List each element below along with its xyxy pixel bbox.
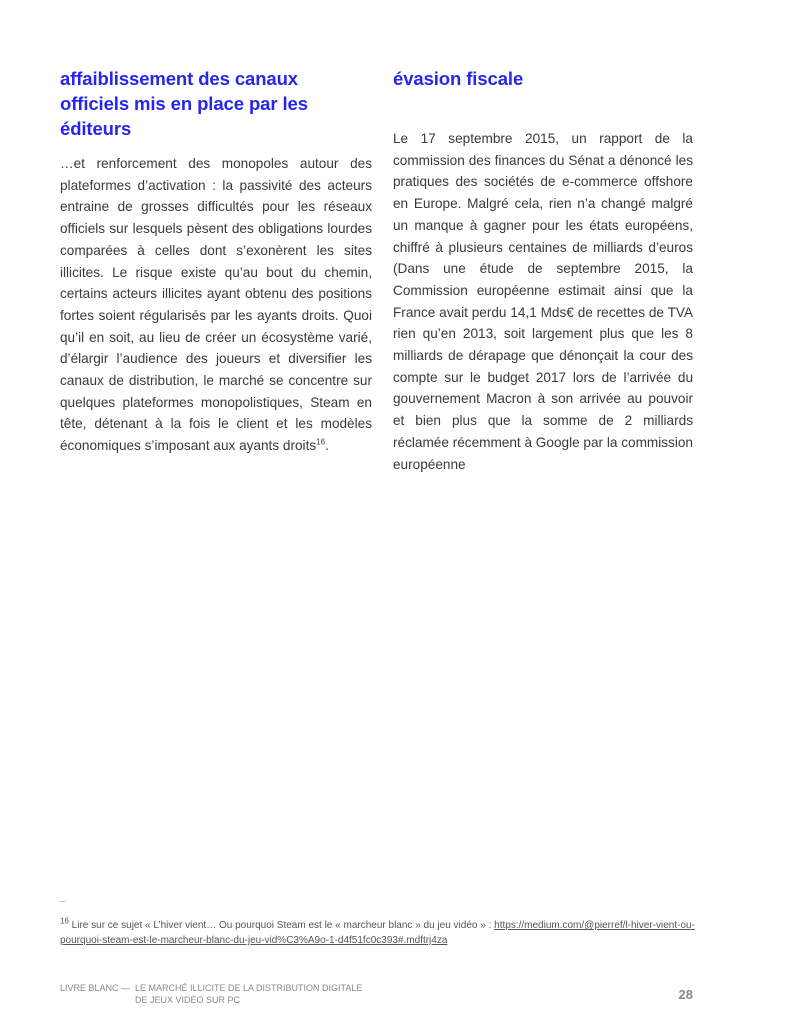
body-paragraph: …et renforcement des monopoles autour des plateformes d’activation : la passivité des acteurs entraine de grosses difficultés pour les réseaux officiels sur lesquels pèsent des obligations lourdes comparées à celles dont s’exonèrent les sites illicites. Le risque existe qu’au bout du chemin, certains acteurs illicites ayant obtenu des positions fortes soient régularisés par les ayants droits. Quoi qu’il en soit, au lieu de créer un écosystème varié, d’élargir l’audience des joueurs et diversifier les canaux de distribution, le marché se concentre sur quelques plateformes monopolistiques, Steam en tête, détenant à la fois le client et les modèles économiques s’imposant aux ayants droits$^{16}$. [60, 156, 372, 454]
right-column [393, 66, 693, 475]
footer-title-line: DE JEUX VIDÉO SUR PC [135, 995, 241, 1005]
body-paragraph: Le 17 septembre 2015, un rapport de la commission des finances du Sénat a dénoncé les pratiques des sociétés de e-commerce offshore en Europe. Malgré cela, rien n’a changé malgré un manque à gagner pour les états européens, chiffré à plusieurs centaines de milliards d’euros (Dans une étude de septembre 2015, la Commission européenne estimait ainsi que la France avait perdu 14,1 Mds€ de recettes de TVA rien qu’en 2013, soit largement plus que les 8 milliards de dérapage que dénonçait la cour des compte sur le budget 2017 lors de l’arrivée du gouvernement Macron à son arrivée au pouvoir et bien plus que la somme de 2 milliards réclamée récemment à Google par la commission européenne [393, 131, 693, 472]
page-number: 28 [678, 987, 693, 1002]
footnote-text: Lire sur ce sujet « L’hiver vient… Ou pourquoi Steam est le « marcheur blanc » du jeu vidéo » : [68, 920, 495, 931]
paragraph-text: …et renforcement des monopoles autour des plateformes d’activation : la passivité des acteurs entraine de grosses difficultés pour les réseaux officiels sur lesquels pèsent des obligations lourdes comparées à celles dont s’exonèrent les sites illicites. Le risque existe qu’au bout du chemin, certains acteurs illicites ayant obtenu des positions fortes soient régularisés par les ayants droits. Quoi qu’il en soit, au lieu de créer un écosystème varié, d’élargir l’audience des joueurs et diversifier les canaux de distribution, le marché se concentre sur quelques plateformes monopolistiques, Steam en tête, détenant à la fois le client et les modèles économiques s’imposant aux ayants droits [60, 156, 372, 454]
footnote-number: 16 [60, 916, 69, 926]
footnote-ref[interactable]: 16 [316, 437, 326, 447]
section-heading: affaiblissement des canaux officiels mis en place par les éditeurs [60, 68, 308, 139]
footer-label: LIVRE BLANC — [60, 983, 131, 993]
section-heading: évasion fiscale [393, 68, 524, 89]
page-footer [60, 982, 362, 1006]
footnote-link[interactable]: https://medium.com/@pierref/l-hiver-vient-ou-pourquoi-steam-est-le-marcheur-blanc-du-jeu-vid%C3%A9o-1-d4f51fc0c393#.mdftrj4za [60, 920, 695, 946]
left-column [60, 66, 372, 457]
footer-title [135, 982, 362, 1006]
footer-title-line: LE MARCHÉ ILLICITE DE LA DISTRIBUTION DIGITALE [135, 983, 363, 993]
footnote-separator: – [60, 896, 66, 907]
footnote [60, 918, 695, 948]
